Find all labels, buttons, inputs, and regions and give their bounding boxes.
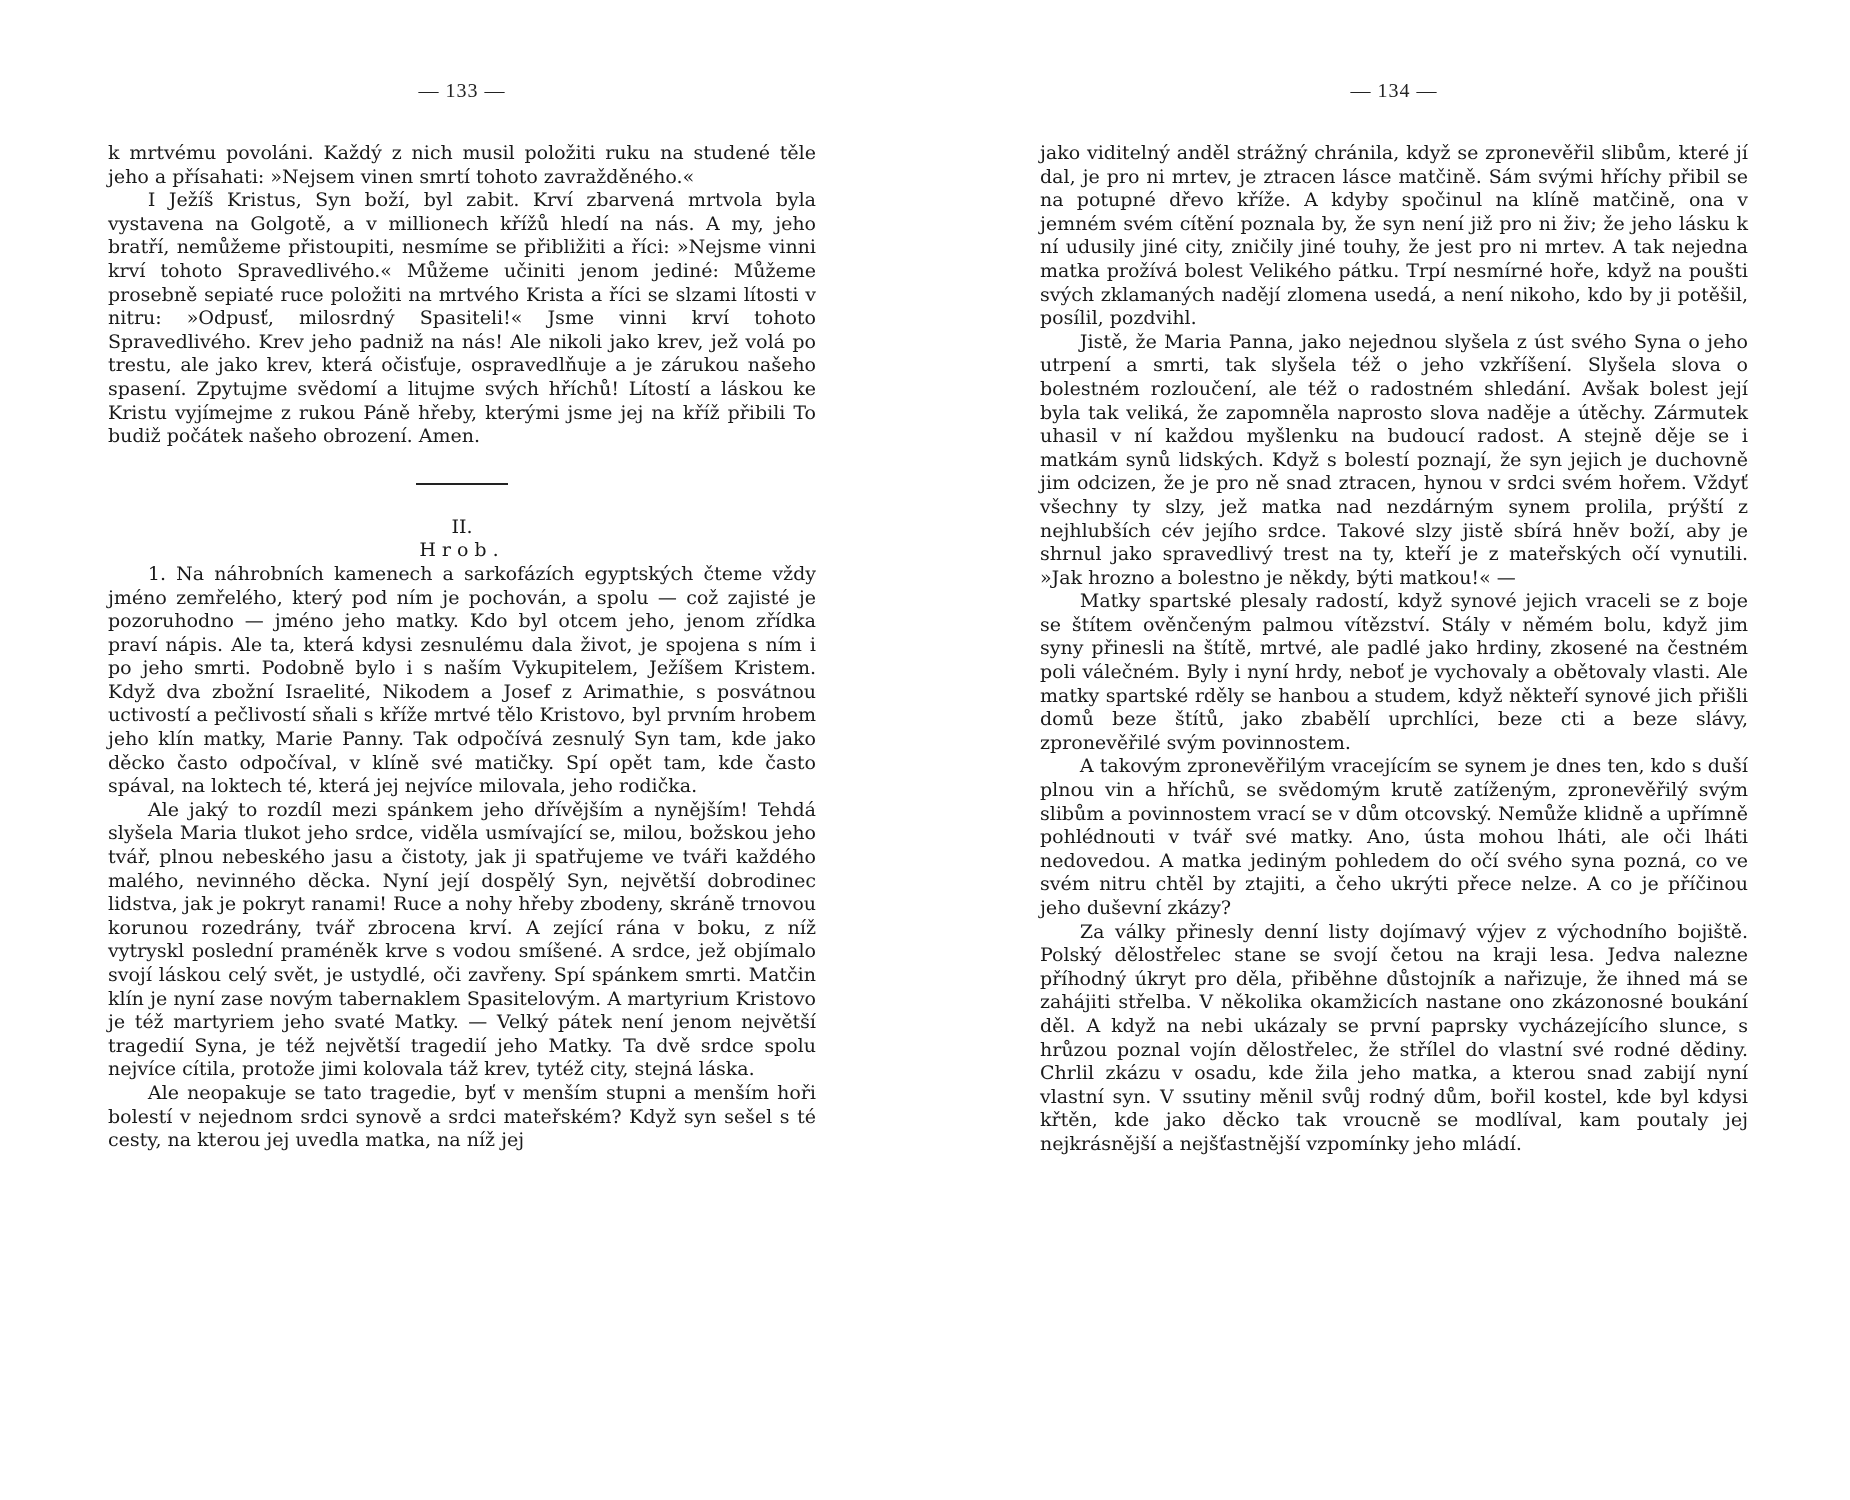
- paragraph: Matky spartské plesaly radostí, když synové jejich vraceli se z boje se štítem ověnčeným palmou vítězství. Stály v němém bolu, když jim syny přinesli na štítě, mrtvé, ale padlé jako hrdiny, zkosené na čestném poli válečném. Byly i nyní hrdy, neboť je vychovaly a obětovaly vlasti. Ale matky spartské rděly se hanbou a studem, když někteří synové jich přišli domů beze štítů, jako zbabělí uprchlíci, beze cti a beze slávy, zpronevěřilé svým povinnostem.: [1040, 590, 1748, 754]
- page-text: [1040, 142, 1748, 1157]
- section-title: Hrob.: [419, 539, 505, 562]
- paragraph: A takovým zpronevěřilým vracejícím se synem je dnes ten, kdo s duší plnou vin a hříchů, se svědomým krutě zatíženým, zpronevěřilý svým slibům a povinnostem vrací se v dům otcovský. Nemůže klidně a upřímně pohlédnouti v tvář své matky. Ano, ústa mohou lháti, ale oči lháti nedovedou. A matka jediným pohledem do očí svého syna pozná, co ve svém nitru chtěl by ztajiti, a čeho ukrýti přece nelze. A co je příčinou jeho duševní zkázy?: [1040, 755, 1748, 919]
- paragraph: Ale neopakuje se tato tragedie, byť v menším stupni a menším hoři bolestí v nejednom srdci synově a srdci mateřském? Když syn sešel s té cesty, na kterou jej uvedla matka, na níž jej: [108, 1081, 816, 1152]
- paragraph: k mrtvému povoláni. Každý z nich musil položiti ruku na studené těle jeho a přísahati: »Nejsem vinen smrtí tohoto zavražděného.«: [108, 142, 816, 188]
- paragraph: 1. Na náhrobních kamenech a sarkofázích egyptských čteme vždy jméno zemřelého, který pod ním je pochován, a spolu — což zajisté je pozoruhodno — jméno jeho matky. Kdo byl otcem jeho, jenom zřídka praví nápis. Ale ta, která kdysi zesnulému dala život, je spojena s ním i po jeho smrti. Podobně bylo i s naším Vykupitelem, Ježíšem Kristem. Když dva zbožní Israelité, Nikodem a Josef z Arimathie, s posvátnou uctivostí a pečlivostí sňali s kříže mrtvé tělo Kristovo, byl prvním hrobem jeho klín matky, Marie Panny. Tak odpočívá zesnulý Syn tam, kde jako děcko často odpočíval, v klíně své matičky. Spí opět tam, kde často spával, na loktech té, která jej nejvíce milovala, jeho rodička.: [108, 562, 816, 798]
- paragraph: Za války přinesly denní listy dojímavý výjev z východního bojiště. Polský dělostřelec stane se svojí četou na kraji lesa. Jedva nalezne příhodný úkryt pro děla, přiběhne důstojník a nařizuje, že ihned má se zahájiti střelba. V několika okamžicích nastane ono zkázonosné boukání děl. A když na nebi ukázaly se první paprsky vycházejícího slunce, s hrůzou poznal vojín dělostřelec, že střílel do vlastní své rodné dědiny. Chrlil zkázu v osadu, kde žila jeho matka, a kterou snad zabijí nyní vlastní syn. V ssutiny měnil svůj rodný dům, bořil kostel, kde byl kdysi křtěn, kde jako děcko tak vroucně se modlíval, kam poutaly jej nejkrásnější a nejšťastnější vzpomínky jeho mládí.: [1040, 920, 1748, 1155]
- section-number: II.: [451, 515, 473, 538]
- page-number: — 133 —: [418, 80, 506, 102]
- paragraph: jako viditelný anděl strážný chránila, když se zpronevěřil slibům, které jí dal, je pro ni mrtev, je ztracen lásce matčině. Sám svými hříchy přibil se na potupné dřevo kříže. A kdyby spočinul na klíně matčině, ona v jemném svém cítění poznala by, že syn není již pro ni živ; že jeho lásku k ní udusily jiné city, zničily jiné touhy, že jest pro ni mrtev. A tak nejedna matka prožívá bolest Velikého pátku. Trpí nesmírné hoře, když na poušti svých zklamaných nadějí zlomena usedá, a není nikoho, kdo by ji potěšil, posílil, pozdvihl.: [1040, 142, 1748, 330]
- paragraph: Ale jaký to rozdíl mezi spánkem jeho dřívějším a nynějším! Tehdá slyšela Maria tlukot jeho srdce, viděla usmívající se, milou, božskou jeho tvář, plnou nebeského jasu a čistoty, jak ji spatřujeme ve tváři každého malého, nevinného děcka. Nyní její dospělý Syn, největší dobrodinec lidstva, jak je pokryt ranami! Ruce a nohy hřeby zbodeny, skráně trnovou korunou rozedrány, tvář zbrocena krví. A zející rána v boku, z níž vytryskl poslední praméněk krve s vodou smíšené. A srdce, jež objímalo svojí láskou celý svět, je ustydlé, oči zavřeny. Spí spánkem smrti. Matčin klín je nyní zase novým tabernaklem Spasitelovým. A martyrium Kristovo je též martyriem jeho svaté Matky. — Velký pátek není jenom největší tragedií Syna, je též největší tragedií jeho Matky. Ta dvě srdce spolu nejvíce cítila, protože jimi kolovala táž krev, tytéž city, stejná láska.: [108, 798, 816, 1081]
- page-text: [108, 142, 816, 1153]
- page-number: — 134 —: [1350, 80, 1438, 102]
- section-divider: [416, 483, 508, 485]
- paragraph: Jistě, že Maria Panna, jako nejednou slyšela z úst svého Syna o jeho utrpení a smrti, tak slyšela též o jeho vzkříšení. Slyšela slova o bolestném rozloučení, ale též o radostném shledání. Avšak bolest její byla tak veliká, že zapomněla naprosto slova naděje a útěchy. Zármutek uhasil v ní každou myšlenku na budoucí radost. A stejně děje se i matkám synů lidských. Když s bolestí poznají, že syn jejich je duchovně jim odcizen, že je pro ně snad ztracen, hynou v srdci svém hořem. Vždyť všechny ty slzy, jež matka nad nezdárným synem prolila, prýští z nejhlubších cév jejího srdce. Takové slzy jistě sbírá hněv boží, aby je shrnul jako spravedlivý trest na ty, kteří je z mateřských očí vynutili. »Jak hrozno a bolestno je někdy, býti matkou!« —: [1040, 330, 1748, 589]
- paragraph: I Ježíš Kristus, Syn boží, byl zabit. Krví zbarvená mrtvola byla vystavena na Golgotě, a v millionech křížů hledí na nás. A my, jeho bratří, nemůžeme přistoupiti, nesmíme se přibližiti a říci: »Nejsme vinni krví tohoto Spravedlivého.« Můžeme učiniti jenom jediné: Můžeme prosebně sepiaté ruce položiti na mrtvého Krista a říci se slzami lítosti v nitru: »Odpusť, milosrdný Spasiteli!« Jsme vinni krví tohoto Spravedlivého. Krev jeho padniž na nás! Ale nikoli jako krev, jež volá po trestu, ale jako krev, která očisťuje, ospravedlňuje a je zárukou našeho spasení. Zpytujme svědomí a litujme svých hříchů! Lítostí a láskou ke Kristu vyjímejme z rukou Páně hřeby, kterými jsme jej na kříž přibili To budiž počátek našeho obrození. Amen.: [108, 189, 816, 448]
